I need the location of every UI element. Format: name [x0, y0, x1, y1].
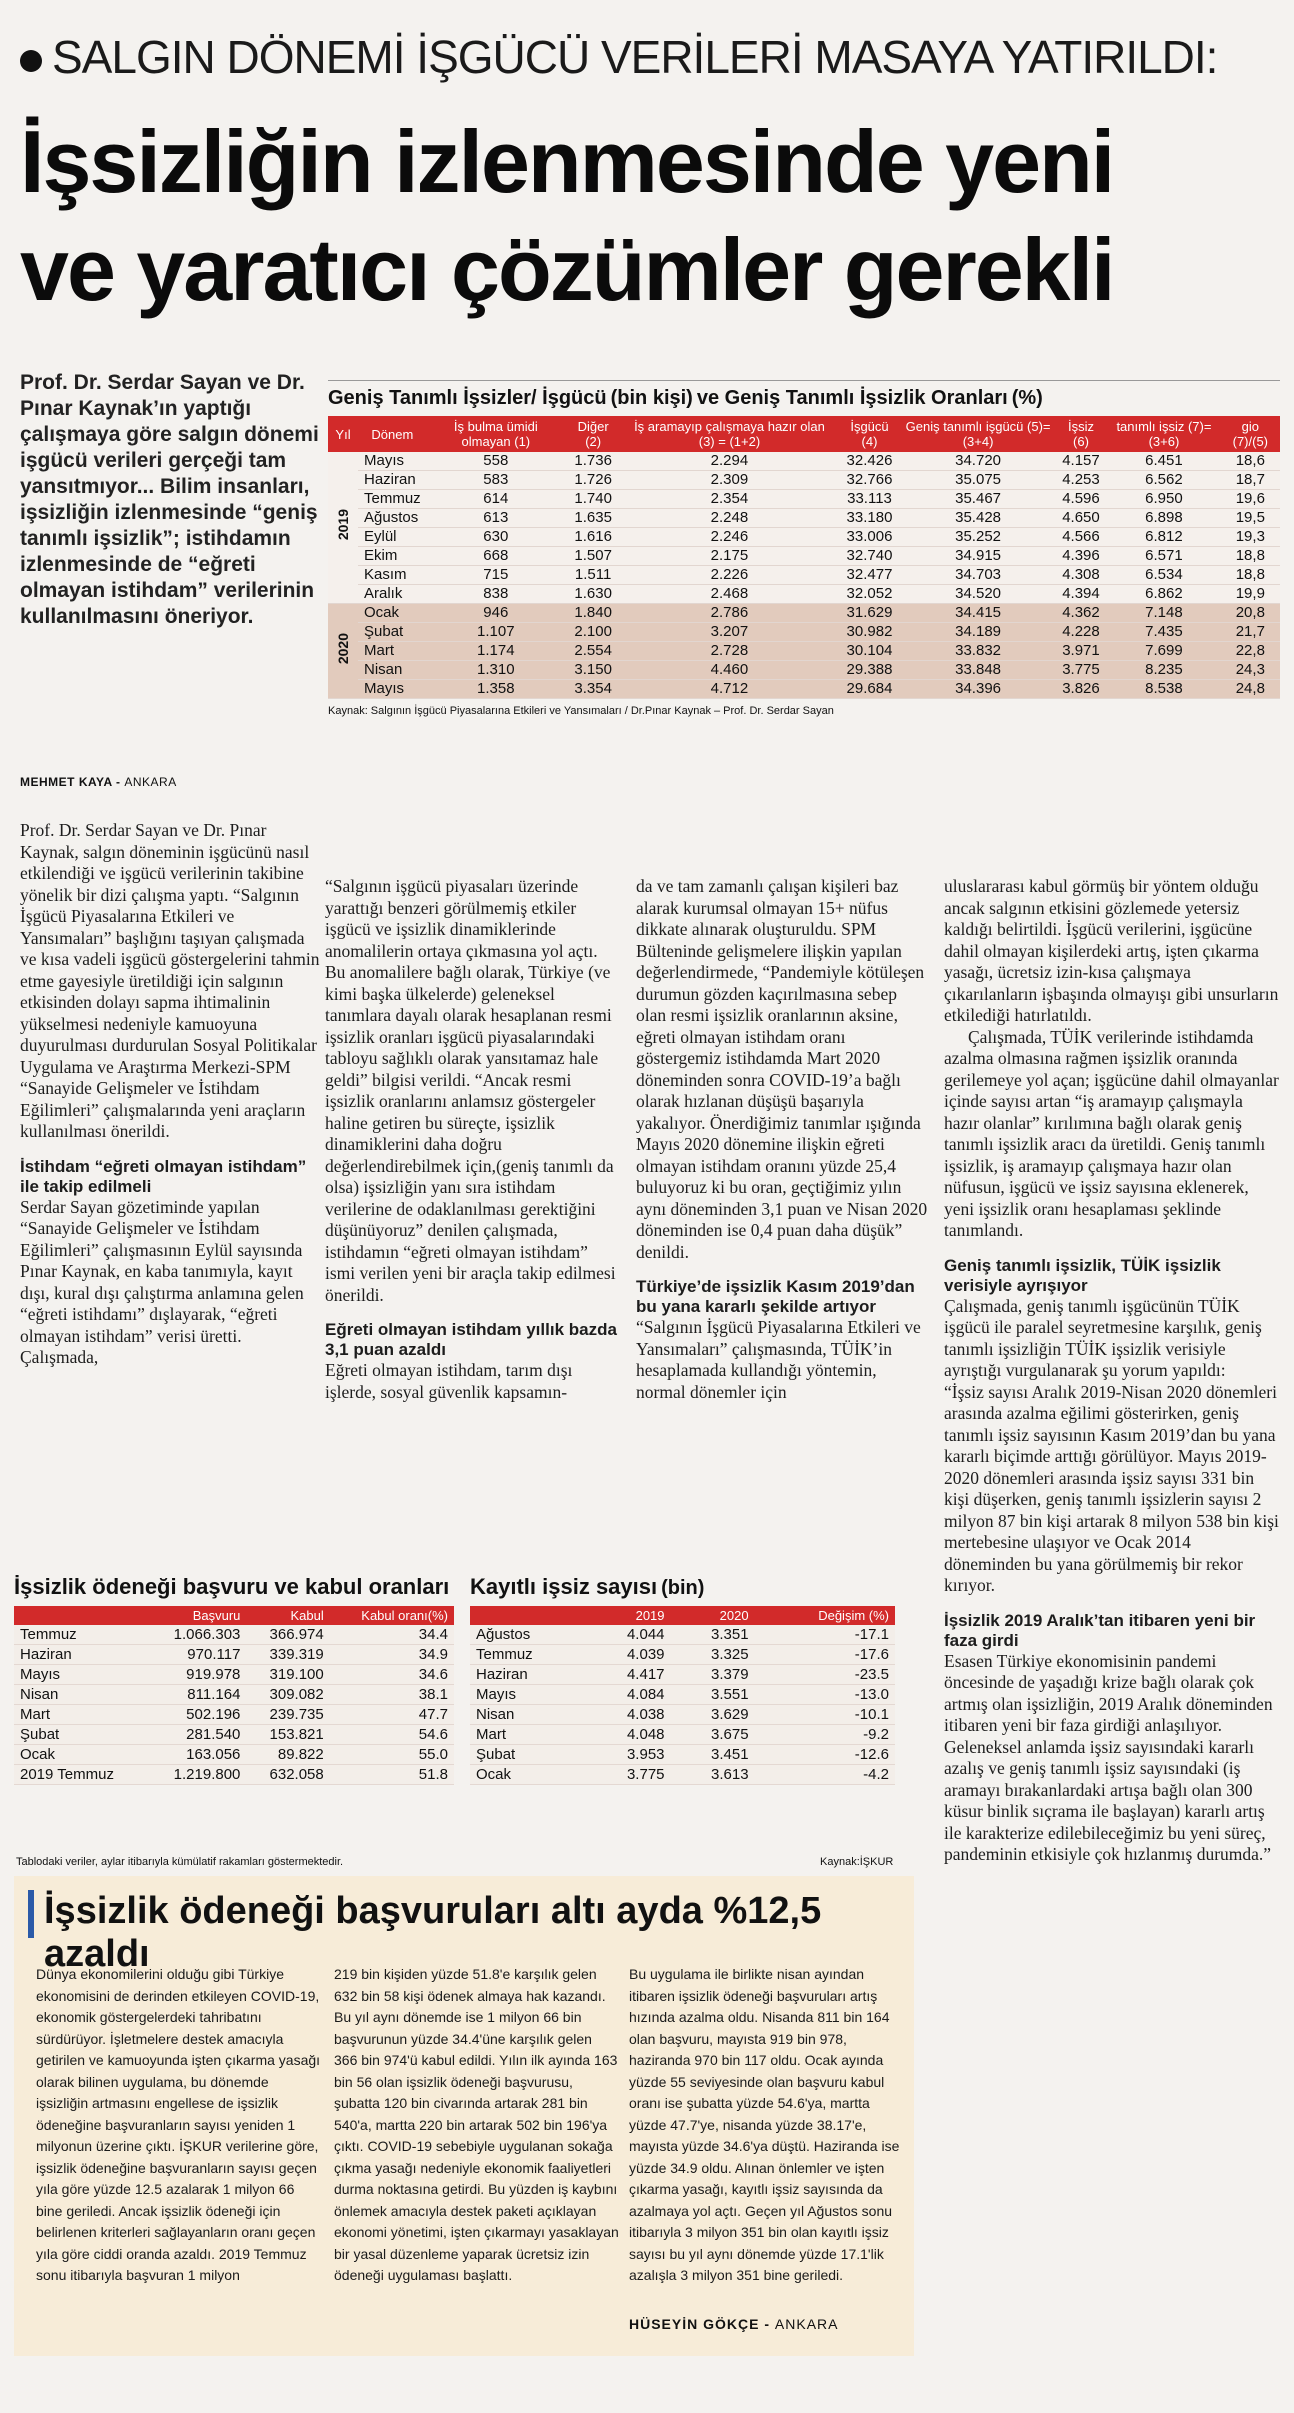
table-row — [328, 604, 1280, 623]
table-cell: 4.228 — [1055, 623, 1108, 642]
table-cell: 3.354 — [565, 680, 621, 699]
table-cell: 3.971 — [1055, 642, 1108, 661]
table-cell: 4.157 — [1055, 452, 1108, 471]
table-cell: 1.635 — [565, 509, 621, 528]
main-table-block — [328, 380, 1280, 717]
table-row — [470, 1705, 895, 1725]
table-cell: 35.428 — [901, 509, 1054, 528]
table-cell: 558 — [427, 452, 565, 471]
sidebar-box: İşsizlik ödeneği başvuruları altı ayda %12,5 azaldı Dünya ekonomilerini olduğu gibi Türkiye ekonomisini de derinden etkileyen COVID-19, ekonomik göstergelerdeki tahribatını sürdürüyor. İşletmelere destek amacıyla getirilen ve kamuoyunda işten çıkarma yasağı olarak bilinen uygulama, bu dönemde işsizliğin artmasını engellese de işsizlik ödeneğine başvuranların sayısı yeniden 1 milyonun üzerine çıktı. İŞKUR verilerine göre, işsizlik ödeneğine başvuranların sayısı geçen yıla göre yüzde 12.5 azalarak 1 milyon 66 bine geriledi. Ancak işsizlik ödeneği için belirlenen kriterleri sağlayanların oranı geçen yıla göre ciddi oranda azaldı. 2019 Temmuz sonu itibarıyla başvuran 1 milyon 219 bin kişiden yüzde 51.8'e karşılık gelen 632 bin 58 kişi ödenek almaya hak kazandı. Bu yıl aynı dönemde ise 1 milyon 66 bin başvurunun yüzde 34.4'üne karşılık gelen 366 bin 974'ü kabul edildi. Yılın ilk ayında 163 bin 56 olan işsizlik ödeneği başvurusu, şubatta 120 bin civarında artarak 281 bin 540'a, martta 220 bin artarak 502 bin 196'ya çıktı. COVID-19 sebebiyle uygulanan sokağa çıkma yasağı nedeniyle ekonomik faaliyetleri durma noktasına getirdi. Bu yüzden iş kaybını önlemek amacıyla destek paketi açıklayan ekonomi yönetimi, işten çıkarmayı yasaklayan bir yasal düzenleme yaparak ücretsiz izin ödeneği uygulaması başlattı. Bu uygulama ile birlikte nisan ayından itibaren işsizlik ödeneği başvuruları artış hızında azalma oldu. Nisanda 811 bin 164 olan başvuru, mayısta 919 bin 978, haziranda 970 bin 117 oldu. Ocak ayında yüzde 55 seviyesinde olan başvuru kabul oranı ise şubatta yüzde 54.6'ya, martta yüzde 47.7'ye, nisanda yüzde 38.17'e, mayısta yüzde 34.6'ya düştü. Haziranda ise yüzde 34.9 oldu. Alınan önlemler ve işten çıkarma yasağı, kayıtlı işsiz sayısında da azalmaya yol açtı. Geçen yıl Ağustos sonu itibarıyla 3 milyon 351 bin olan kayıtlı işsiz sayısı bu yıl aynı dönemde yüzde 17.1'lik azalışla 3 milyon 351 bine geriledi. HÜSEYİN GÖKÇE - ANKARA — [14, 1876, 914, 2356]
table-cell: 6.534 — [1107, 566, 1220, 585]
table-row — [328, 471, 1280, 490]
table-cell: 1.840 — [565, 604, 621, 623]
table-cell: 4.712 — [621, 680, 837, 699]
table-cell: Haziran — [358, 471, 427, 490]
table-cell: 7.699 — [1107, 642, 1220, 661]
table-cell: 630 — [427, 528, 565, 547]
table-cell: 34.189 — [901, 623, 1054, 642]
table-cell: 7.435 — [1107, 623, 1220, 642]
year-label: 2019 — [335, 509, 351, 541]
table-cell: 583 — [427, 471, 565, 490]
table-cell: 21,7 — [1221, 623, 1280, 642]
main-table-header: gio (7)/(5) — [1221, 416, 1280, 452]
table-cell: 1.107 — [427, 623, 565, 642]
table-cell: 632.058 — [246, 1765, 329, 1785]
table-cell: 153.821 — [246, 1725, 329, 1745]
table-cell: 2.100 — [565, 623, 621, 642]
table-cell: 35.252 — [901, 528, 1054, 547]
table-cell: 34.703 — [901, 566, 1054, 585]
table-cell: 6.562 — [1107, 471, 1220, 490]
table-cell: Ağustos — [470, 1625, 586, 1645]
table-cell: Mayıs — [358, 452, 427, 471]
table-cell: 2019 Temmuz — [14, 1765, 147, 1785]
table-cell: 2.246 — [621, 528, 837, 547]
table-cell: -17.1 — [755, 1625, 895, 1645]
table-cell: 3.351 — [671, 1625, 755, 1645]
table-row — [14, 1625, 454, 1645]
table-row — [328, 661, 1280, 680]
table-cell: 4.396 — [1055, 547, 1108, 566]
table-cell: Nisan — [14, 1685, 147, 1705]
table-cell: 613 — [427, 509, 565, 528]
tables-note: Tablodaki veriler, aylar itibarıyla kümülatif rakamları göstermektedir. — [16, 1856, 344, 1868]
box-byline: HÜSEYİN GÖKÇE - ANKARA — [629, 2316, 839, 2332]
table-cell: 970.117 — [147, 1645, 246, 1665]
table-cell: 1.726 — [565, 471, 621, 490]
table-cell: 32.052 — [838, 585, 902, 604]
table-cell: -9.2 — [755, 1725, 895, 1745]
table-cell: 34.4 — [330, 1625, 454, 1645]
registered-unemployed-table — [470, 1606, 895, 1785]
table-cell: 2.728 — [621, 642, 837, 661]
table-row — [14, 1705, 454, 1725]
table-cell: 919.978 — [147, 1665, 246, 1685]
table-cell: 3.551 — [671, 1685, 755, 1705]
column-2: “Salgının işgücü piyasaları üzerinde yarattığı benzeri görülmemiş etkiler işgücü ve işsizlik dinamiklerinde anomalilerin ortaya çıkmasına yol açtı. Bu anomalilere bağlı olarak, Türkiye (ve kimi başka ülkelerde) geleneksel tanımlara dayalı olarak hesaplanan resmi işsizlik oranları işgücü piyasalarındaki tabloyu sağlıklı olarak yansıtamaz hale geldi” bilgisi verildi. “Ancak resmi işsizlik oranlarını anlamsız göstergeler haline getiren bu süreçte, işsizlik dinamiklerini daha doğru değerlendirebilmek için,(geniş tanımlı da olsa) işsizliğin yanı sıra istihdam verilerine de odaklanılması gerektiğini düşünüyoruz” denilen çalışmada, istihdamın “eğreti olmayan istihdam” ismi verilen yeni bir araçla takip edilmesi önerildi. Eğreti olmayan istihdam yıllık bazda 3,1 puan azaldı Eğreti olmayan istihdam, tarım dışı işlerde, sosyal güvenlik kapsamın- — [325, 876, 617, 1402]
table-row — [470, 1625, 895, 1645]
table-cell: 51.8 — [330, 1765, 454, 1785]
table-cell: 35.075 — [901, 471, 1054, 490]
table-cell: 19,9 — [1221, 585, 1280, 604]
table-cell: Şubat — [14, 1725, 147, 1745]
table-cell: 19,5 — [1221, 509, 1280, 528]
table-cell: 1.740 — [565, 490, 621, 509]
main-table-header: tanımlı işsiz (7)=(3+6) — [1107, 416, 1220, 452]
table-cell: 3.629 — [671, 1705, 755, 1725]
table-cell: 3.379 — [671, 1665, 755, 1685]
table-cell: Şubat — [358, 623, 427, 642]
table-header: Kabul — [246, 1606, 329, 1625]
table-cell: Ocak — [14, 1745, 147, 1765]
table-header — [14, 1606, 147, 1625]
main-table — [328, 416, 1280, 699]
table-row — [328, 680, 1280, 699]
table-cell: 4.039 — [586, 1645, 670, 1665]
table-cell: 2.309 — [621, 471, 837, 490]
table-cell: 3.775 — [1055, 661, 1108, 680]
table-cell: 24,3 — [1221, 661, 1280, 680]
table-cell: 2.248 — [621, 509, 837, 528]
table-cell: -13.0 — [755, 1685, 895, 1705]
table-cell: 54.6 — [330, 1725, 454, 1745]
table-row — [328, 585, 1280, 604]
table-cell: -4.2 — [755, 1765, 895, 1785]
table-row — [328, 566, 1280, 585]
table-cell: 33.848 — [901, 661, 1054, 680]
table-cell: Mart — [470, 1725, 586, 1745]
table-cell: 34.720 — [901, 452, 1054, 471]
table-cell: 20,8 — [1221, 604, 1280, 623]
table-cell: 2.354 — [621, 490, 837, 509]
table-cell: Nisan — [470, 1705, 586, 1725]
table-cell: -17.6 — [755, 1645, 895, 1665]
table-cell: Aralık — [358, 585, 427, 604]
main-table-header: İşgücü (4) — [838, 416, 902, 452]
table-row — [328, 623, 1280, 642]
table-cell: 8.538 — [1107, 680, 1220, 699]
table-cell: 811.164 — [147, 1685, 246, 1705]
table-row — [14, 1645, 454, 1665]
table-row — [328, 490, 1280, 509]
table-cell: Şubat — [470, 1745, 586, 1765]
table-cell: 30.982 — [838, 623, 902, 642]
applications-table — [14, 1606, 454, 1785]
table-cell: 715 — [427, 566, 565, 585]
table-cell: 3.675 — [671, 1725, 755, 1745]
table-cell: 31.629 — [838, 604, 902, 623]
table-cell: Haziran — [470, 1665, 586, 1685]
column-3: da ve tam zamanlı çalışan kişileri baz alarak kurumsal olmayan 15+ nüfus dikkate alınarak oluşturuldu. SPM Bülteninde gelişmelere ilişkin yapılan değerlendirmede, “Pandemiyle kötüleşen durumun gözden kaçırılmasına sebep olan resmi işsizlik oranlarının aksine, eğreti olmayan istihdam oranı göstergemiz istihdamda Mart 2020 döneminden sonra COVID-19’a bağlı olarak hızlanan düşüşü başarıyla yakalıyor. Önerdiğimiz tanımlar ışığında Mayıs 2020 dönemine ilişkin eğreti olmayan istihdam oranını yüzde 25,4 buluyoruz ki bu oran, geçtiğimiz yılın aynı döneminden 3,1 puan ve Nisan 2020 döneminden ise 0,4 puan daha düşük” denildi. Türkiye’de işsizlik Kasım 2019’dan bu yana kararlı şekilde artıyor “Salgının İşgücü Piyasalarına Etkileri ve Yansımaları” çalışmasında, TÜİK’in hesaplamada kullandığı yöntemin, normal dönemler için — [636, 876, 928, 1402]
table-cell: 3.613 — [671, 1765, 755, 1785]
applications-table-block: İşsizlik ödeneği başvuru ve kabul oranları Başvuru Kabul Kabul oranı(%) Temmuz 1.066.303 366.974 34.4 Haziran 970.117 339.319 34.9 Mayıs 919.978 319.100 34.6 Nisan 811.164 309.082 38.1 Mart 502.196 239.735 47.7 Şubat 281.540 153.821 54.6 Ocak 163.056 89.822 55.0 2019 Temmuz 1.219.800 632.058 51.8 — [14, 1574, 464, 1785]
column-1: Prof. Dr. Serdar Sayan ve Dr. Pınar Kaynak, salgın döneminin işgücünü nasıl etkilendiği ve işgücü verilerinin takibine yönelik bir dizi çalışma yaptı. “Salgının İşgücü Piyasalarına Etkileri ve Yansımaları” başlığını taşıyan çalışmada ve kısa vadeli işgücü göstergelerini tahmin etme gayesiyle üretildiği için salgının etkisinden dolayı sapma ihtimalinin yükselmesi nedeniyle kamuoyuna duyurulması durdurulan Sosyal Politikalar Uygulama ve Araştırma Merkezi-SPM “Sanayide Gelişmeler ve İstihdam Eğilimleri” çalışmalarında yeni araçların kullanılması önerildi. İstihdam “eğreti olmayan istihdam” ile takip edilmeli Serdar Sayan gözetiminde yapılan “Sanayide Gelişmeler ve İstihdam Eğilimleri” çalışmasının Eylül sayısında Pınar Kaynak, en kaba tanımıyla, kayıt dışı, kural dışı çalıştırma anlamına gelen “eğreti istihdamı” dışlayarak, “eğreti olmayan istihdam” verisi üretti. Çalışmada, — [20, 820, 320, 1367]
table-cell: 1.066.303 — [147, 1625, 246, 1645]
table-cell: 4.417 — [586, 1665, 670, 1685]
table-cell: 1.630 — [565, 585, 621, 604]
table-cell: -23.5 — [755, 1665, 895, 1685]
table-row — [328, 547, 1280, 566]
table-cell: 2.786 — [621, 604, 837, 623]
column-4: uluslararası kabul görmüş bir yöntem olduğu ancak salgının etkisini gözlemede yetersiz kaldığı belirtildi. İşgücü verilerini, işgücüne dahil olmayan kişilerdeki artış, işten çıkarma yasağı, ücretsiz izin-kısa çalışmaya çıkarılanların işbaşında olmayışı gibi unsurların etkilediği hatırlatıldı. Çalışmada, TÜİK verilerinde istihdamda azalma olmasına rağmen işsizlik oranında gerilemeye yol açan; işgücüne dahil olmayanlar içinde sayısı artan “iş aramayıp çalışmayla hazır olanlar” kırılımına bağlı olarak geniş tanımlı işsizlik aracı da üretildi. Geniş tanımlı işsizlik, iş aramayıp çalışmaya hazır olan nüfusun, işgücü ve işsiz sayısına eklenerek, yeni işsizlik oranı hesaplaması şeklinde tanımlandı. Geniş tanımlı işsizlik, TÜİK işsizlik verisiyle ayrışıyor Çalışmada, geniş tanımlı işgücünün TÜİK işgücü ile paralel seyretmesine karşılık, geniş tanımlı işsizliğin TÜİK işsizlik verisiyle ayrıştığı vurgulanarak şu yorum yapıldı: “İşsiz sayısı Aralık 2019-Nisan 2020 dönemleri arasında azalma eğilimi gösterirken, geniş tanımlı işsiz sayısının Kasım 2019’dan bu yana kararlı biçimde arttığı görülüyor. Mayıs 2019-2020 dönemleri arasında işsiz sayısı 331 bin kişi düşerken, geniş tanımlı işsizlerin sayısı 2 milyon 87 bin kişi artarak 8 milyon 538 bin kişi mertebesine ulaşıyor ve Ocak 2014 döneminden bu yana görülmemiş bir rekor kırıyor. İşsizlik 2019 Aralık’tan itibaren yeni bir faza girdi Esasen Türkiye ekonomisinin pandemi öncesinde de yaşadığı krize bağlı olarak çok artmış olan işsizliğin, 2019 Aralık döneminden itibaren yeni bir faza girdiği anlaşılıyor. Geleneksel anlamda işsiz sayısındaki kararlı azalış ve geniş tanımlı işsiz sayısındaki (iş aramayı bırakanlardaki artışa bağlı olan 300 küsur binlik sıçrama ile başlayan) kararlı artış ile karakterize edilebileceğimiz bu yeni süreç, pandeminin etkisiyle çok hızlanmış durumda.” — [944, 876, 1279, 1864]
table-cell: 3.953 — [586, 1745, 670, 1765]
table-cell: 4.566 — [1055, 528, 1108, 547]
table-cell: 32.740 — [838, 547, 902, 566]
table-cell: 3.150 — [565, 661, 621, 680]
table-cell: 34.915 — [901, 547, 1054, 566]
table-cell: 32.766 — [838, 471, 902, 490]
table-cell: 3.207 — [621, 623, 837, 642]
year-label: 2020 — [335, 632, 351, 665]
table-cell: 1.507 — [565, 547, 621, 566]
table-cell: 8.235 — [1107, 661, 1220, 680]
table-cell: 19,6 — [1221, 490, 1280, 509]
table-cell: 3.451 — [671, 1745, 755, 1765]
table-cell: 281.540 — [147, 1725, 246, 1745]
registered-unemployed-table-block: Kayıtlı işsiz sayısı (bin) 2019 2020 Değişim (%) Ağustos 4.044 3.351 -17.1 Temmuz 4.039 3.325 -17.6 Haziran 4.417 3.379 -23.5 Mayıs 4.084 3.551 -13.0 Nisan 4.038 3.629 -10.1 Mart 4.048 3.675 -9.2 Şubat 3.953 3.451 -12.6 Ocak 3.775 3.613 -4.2 — [470, 1574, 900, 1785]
table-cell: 3.775 — [586, 1765, 670, 1785]
accent-bar — [28, 1890, 34, 1938]
table-cell: 6.950 — [1107, 490, 1220, 509]
year-cell — [328, 604, 358, 699]
table-cell: 4.044 — [586, 1625, 670, 1645]
table-cell: Mayıs — [470, 1685, 586, 1705]
table-cell: 4.308 — [1055, 566, 1108, 585]
table-row — [328, 452, 1280, 471]
table-header — [470, 1606, 586, 1625]
table-cell: 35.467 — [901, 490, 1054, 509]
table-row — [328, 642, 1280, 661]
table-cell: 7.148 — [1107, 604, 1220, 623]
table-cell: 239.735 — [246, 1705, 329, 1725]
table-cell: 1.174 — [427, 642, 565, 661]
table-cell: 309.082 — [246, 1685, 329, 1705]
table-cell: 2.226 — [621, 566, 837, 585]
table-cell: Eylül — [358, 528, 427, 547]
table-row — [470, 1645, 895, 1665]
table-cell: 163.056 — [147, 1745, 246, 1765]
table-row — [470, 1665, 895, 1685]
table-cell: 34.6 — [330, 1665, 454, 1685]
table-cell: 24,8 — [1221, 680, 1280, 699]
table-cell: 6.571 — [1107, 547, 1220, 566]
table-cell: 89.822 — [246, 1745, 329, 1765]
byline: MEHMET KAYA - ANKARA — [20, 775, 177, 789]
table-cell: Ekim — [358, 547, 427, 566]
table-cell: Haziran — [14, 1645, 147, 1665]
tables-source: Kaynak:İŞKUR — [820, 1856, 894, 1868]
table-header: Başvuru — [147, 1606, 246, 1625]
table-cell: 18,8 — [1221, 566, 1280, 585]
table-cell: 3.826 — [1055, 680, 1108, 699]
table-cell: 4.650 — [1055, 509, 1108, 528]
table-cell: 32.477 — [838, 566, 902, 585]
table-cell: 1.358 — [427, 680, 565, 699]
table-cell: -12.6 — [755, 1745, 895, 1765]
table-cell: Ocak — [358, 604, 427, 623]
table-header: Değişim (%) — [755, 1606, 895, 1625]
table-cell: 4.253 — [1055, 471, 1108, 490]
table-cell: 18,7 — [1221, 471, 1280, 490]
table-cell: 366.974 — [246, 1625, 329, 1645]
table-cell: 34.9 — [330, 1645, 454, 1665]
table-cell: 668 — [427, 547, 565, 566]
table-row — [470, 1685, 895, 1705]
table-cell: Temmuz — [470, 1645, 586, 1665]
table-row — [328, 509, 1280, 528]
table-cell: 32.426 — [838, 452, 902, 471]
table-cell: 34.396 — [901, 680, 1054, 699]
table-cell: 4.460 — [621, 661, 837, 680]
table-cell: Ağustos — [358, 509, 427, 528]
table-cell: 4.038 — [586, 1705, 670, 1725]
table-row — [14, 1765, 454, 1785]
kicker: SALGIN DÖNEMİ İŞGÜCÜ VERİLERİ MASAYA YATIRILDI: — [20, 30, 1217, 84]
table-cell: 18,8 — [1221, 547, 1280, 566]
table-row — [470, 1765, 895, 1785]
main-table-header: İşsiz (6) — [1055, 416, 1108, 452]
main-table-header: Yıl — [328, 416, 358, 452]
table-cell: 4.596 — [1055, 490, 1108, 509]
table-cell: 3.325 — [671, 1645, 755, 1665]
table-cell: Mart — [14, 1705, 147, 1725]
table-cell: 29.388 — [838, 661, 902, 680]
table-cell: 2.294 — [621, 452, 837, 471]
table-cell: 1.219.800 — [147, 1765, 246, 1785]
bullet-icon — [20, 50, 42, 72]
main-table-header: Diğer (2) — [565, 416, 621, 452]
table-cell: 6.812 — [1107, 528, 1220, 547]
table-cell: 319.100 — [246, 1665, 329, 1685]
year-cell — [328, 452, 358, 604]
table-cell: 1.511 — [565, 566, 621, 585]
headline: İşsizliğin izlenmesinde yeni ve yaratıcı çözümler gerekli — [20, 112, 1114, 319]
table-cell: 1.616 — [565, 528, 621, 547]
main-table-header: İş bulma ümidi olmayan (1) — [427, 416, 565, 452]
table-cell: 33.832 — [901, 642, 1054, 661]
table-cell: 29.684 — [838, 680, 902, 699]
table-cell: 38.1 — [330, 1685, 454, 1705]
table-cell: 33.006 — [838, 528, 902, 547]
table-cell: 1.310 — [427, 661, 565, 680]
table-cell: 33.113 — [838, 490, 902, 509]
table-cell: 34.520 — [901, 585, 1054, 604]
table-cell: Ocak — [470, 1765, 586, 1785]
table-header: Kabul oranı(%) — [330, 1606, 454, 1625]
table-cell: 33.180 — [838, 509, 902, 528]
lede: Prof. Dr. Serdar Sayan ve Dr. Pınar Kaynak’ın yaptığı çalışmaya göre salgın dönemi işgücü verileri gerçeği tam yansıtmıyor... Bilim insanları, işsizliğin izlenmesinde “geniş tanımlı işsizlik”; istihdamın izlenmesinde de “eğreti olmayan istihdam” verilerinin kullanılmasını öneriyor. — [20, 371, 319, 628]
table-cell: 34.415 — [901, 604, 1054, 623]
table-row — [328, 528, 1280, 547]
table-cell: 30.104 — [838, 642, 902, 661]
table-cell: Temmuz — [14, 1625, 147, 1645]
table-row — [14, 1745, 454, 1765]
main-table-source: Kaynak: Salgının İşgücü Piyasalarına Etkileri ve Yansımaları / Dr.Pınar Kaynak – Prof. Dr. Serdar Sayan — [328, 705, 834, 717]
table-row — [14, 1665, 454, 1685]
table-cell: Nisan — [358, 661, 427, 680]
table-cell: Kasım — [358, 566, 427, 585]
table-cell: Temmuz — [358, 490, 427, 509]
table-header: 2019 — [586, 1606, 670, 1625]
main-table-header: Geniş tanımlı işgücü (5)=(3+4) — [901, 416, 1054, 452]
table-cell: 55.0 — [330, 1745, 454, 1765]
table-cell: 6.862 — [1107, 585, 1220, 604]
table-cell: 6.451 — [1107, 452, 1220, 471]
table-cell: 4.048 — [586, 1725, 670, 1745]
table-cell: -10.1 — [755, 1705, 895, 1725]
table-row — [14, 1725, 454, 1745]
table-cell: Mart — [358, 642, 427, 661]
table-cell: 838 — [427, 585, 565, 604]
table-cell: 4.394 — [1055, 585, 1108, 604]
table-cell: 614 — [427, 490, 565, 509]
table-cell: 4.362 — [1055, 604, 1108, 623]
table-row — [14, 1685, 454, 1705]
table-cell: 2.554 — [565, 642, 621, 661]
table-cell: Mayıs — [14, 1665, 147, 1685]
table-cell: 4.084 — [586, 1685, 670, 1705]
table-cell: Mayıs — [358, 680, 427, 699]
table-cell: 946 — [427, 604, 565, 623]
table-cell: 18,6 — [1221, 452, 1280, 471]
table-cell: 22,8 — [1221, 642, 1280, 661]
table-cell: 19,3 — [1221, 528, 1280, 547]
table-cell: 339.319 — [246, 1645, 329, 1665]
table-cell: 1.736 — [565, 452, 621, 471]
table-cell: 47.7 — [330, 1705, 454, 1725]
table-row — [470, 1745, 895, 1765]
table-cell: 6.898 — [1107, 509, 1220, 528]
table-cell: 2.468 — [621, 585, 837, 604]
main-table-title: Geniş Tanımlı İşsizler/ İşgücü (bin kişi) ve Geniş Tanımlı İşsizlik Oranları (%) — [328, 380, 1280, 410]
main-table-header: İş aramayıp çalışmaya hazır olan (3) = (1+2) — [621, 416, 837, 452]
table-cell: 2.175 — [621, 547, 837, 566]
table-cell: 502.196 — [147, 1705, 246, 1725]
table-header: 2020 — [671, 1606, 755, 1625]
main-table-header: Dönem — [358, 416, 427, 452]
table-row — [470, 1725, 895, 1745]
